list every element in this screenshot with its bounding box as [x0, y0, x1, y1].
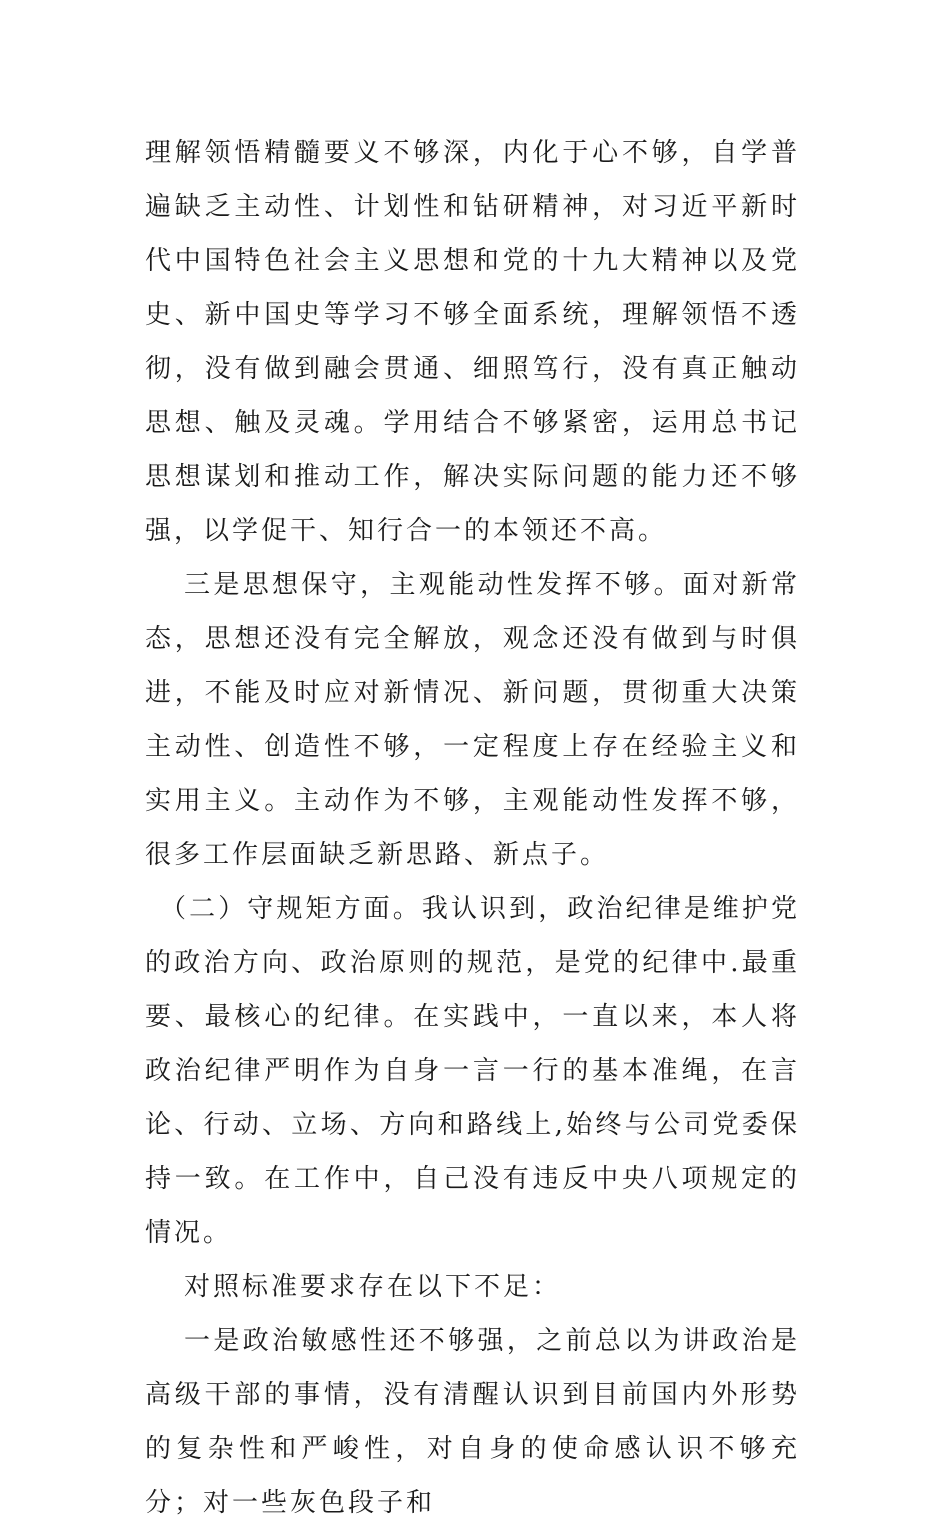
paragraph-section-two: （二）守规矩方面。我认识到，政治纪律是维护党的政治方向、政治原则的规范，是党的纪律中.最重要、最核心的纪律。在实践中，一直以来，本人将政治纪律严明作为自身一言一行的基本准绳，在言论、行动、立场、方向和路线上,始终与公司党委保持一致。在工作中，自己没有违反中央八项规定的情况。 [145, 894, 800, 1248]
paragraph-point-three: 三是思想保守，主观能动性发挥不够。面对新常态，思想还没有完全解放，观念还没有做到与时俱进，不能及时应对新情况、新问题，贯彻重大决策主动性、创造性不够，一定程度上存在经验主义和实用主义。主动作为不够，主观能动性发挥不够，很多工作层面缺乏新思路、新点子。 [145, 570, 800, 870]
paragraph-shortcomings-intro: 对照标准要求存在以下不足： [184, 1272, 562, 1302]
document-body [145, 126, 800, 1530]
paragraph-point-one: 一是政治敏感性还不够强，之前总以为讲政治是高级干部的事情，没有清醒认识到目前国内外形势的复杂性和严峻性，对自身的使命感认识不够充分；对一些灰色段子和 [145, 1326, 800, 1518]
paragraph-continuation: 理解领悟精髓要义不够深，内化于心不够，自学普遍缺乏主动性、计划性和钻研精神，对习近平新时代中国特色社会主义思想和党的十九大精神以及党史、新中国史等学习不够全面系统，理解领悟不透彻，没有做到融会贯通、细照笃行，没有真正触动思想、触及灵魂。学用结合不够紧密，运用总书记思想谋划和推动工作，解决实际问题的能力还不够强，以学促干、知行合一的本领还不高。 [145, 138, 800, 546]
